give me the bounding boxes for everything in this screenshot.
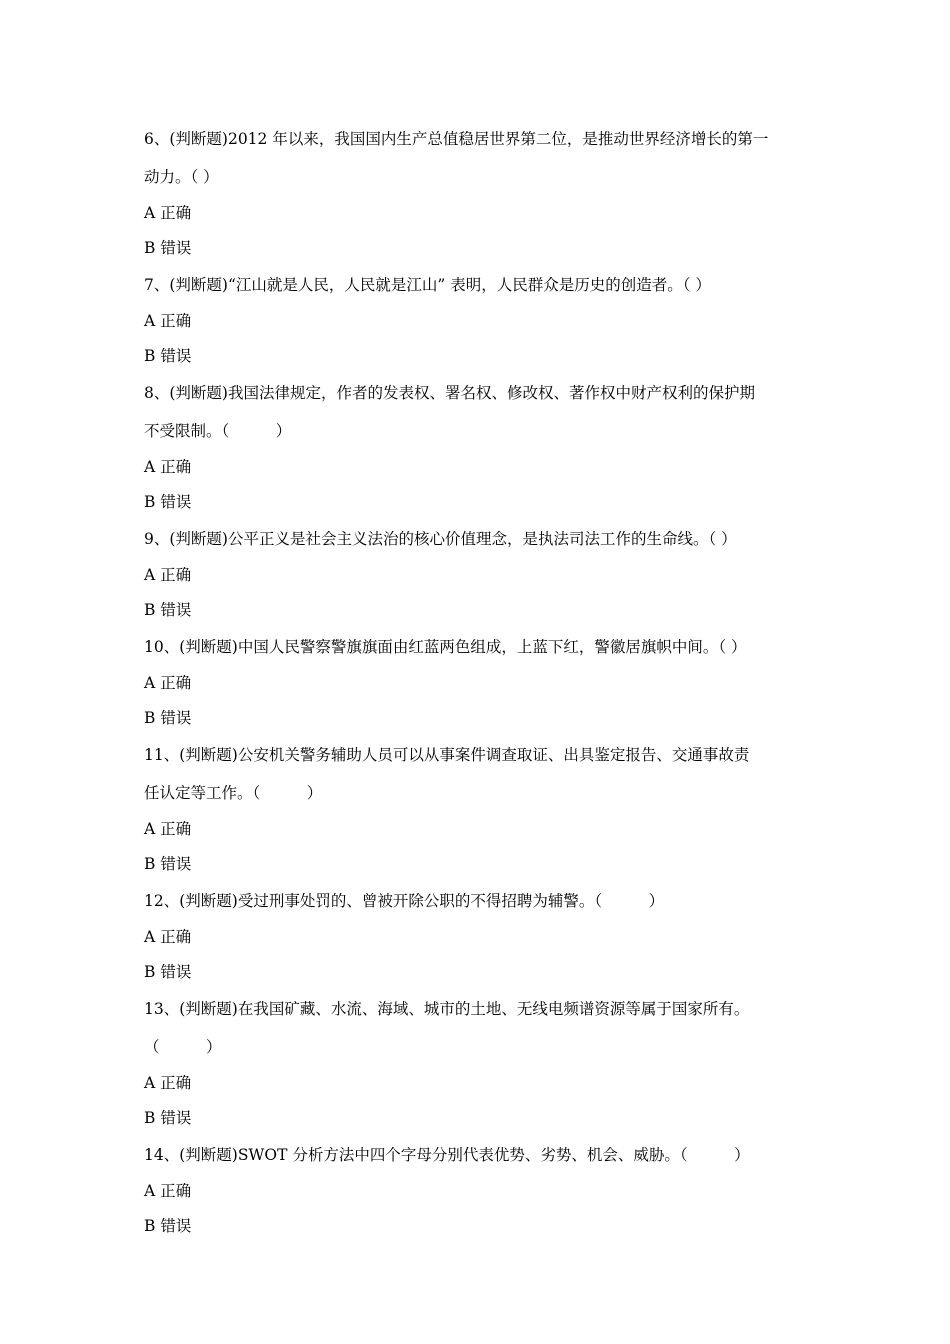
option-a: A 正确 bbox=[144, 820, 192, 838]
option-b: B 错误 bbox=[144, 239, 192, 257]
question-text-line: 11、(判断题)公安机关警务辅助人员可以从事案件调查取证、出具鉴定报告、交通事故责 bbox=[144, 746, 750, 764]
option-b: B 错误 bbox=[144, 709, 192, 727]
question-10 bbox=[144, 628, 809, 736]
option-b: B 错误 bbox=[144, 601, 192, 619]
option-b: B 错误 bbox=[144, 855, 192, 873]
option-a: A 正确 bbox=[144, 674, 192, 692]
option-a: A 正确 bbox=[144, 312, 192, 330]
option-a: A 正确 bbox=[144, 458, 192, 476]
option-b: B 错误 bbox=[144, 1217, 192, 1235]
option-b: B 错误 bbox=[144, 493, 192, 511]
question-text-line: 13、(判断题)在我国矿藏、水流、海域、城市的土地、无线电频谱资源等属于国家所有。 bbox=[144, 1000, 750, 1018]
option-b: B 错误 bbox=[144, 347, 192, 365]
question-list bbox=[144, 120, 809, 1244]
question-text-line: 6、(判断题)2012 年以来，我国国内生产总值稳居世界第二位，是推动世界经济增长的第一 bbox=[144, 130, 769, 148]
option-a: A 正确 bbox=[144, 1182, 192, 1200]
question-14 bbox=[144, 1136, 809, 1244]
question-text-line: 8、(判断题)我国法律规定，作者的发表权、署名权、修改权、著作权中财产权利的保护期 bbox=[144, 384, 755, 402]
question-13 bbox=[144, 990, 809, 1136]
question-text-line: 12、(判断题)受过刑事处罚的、曾被开除公职的不得招聘为辅警。（ ） bbox=[144, 892, 665, 910]
question-6 bbox=[144, 120, 809, 266]
question-text-line: 14、(判断题)SWOT 分析方法中四个字母分别代表优势、劣势、机会、威胁。（ ） bbox=[144, 1146, 750, 1164]
option-a: A 正确 bbox=[144, 1074, 192, 1092]
option-a: A 正确 bbox=[144, 566, 192, 584]
question-text-line: 动力。（ ） bbox=[144, 168, 219, 186]
option-a: A 正确 bbox=[144, 204, 192, 222]
option-a: A 正确 bbox=[144, 928, 192, 946]
question-text-line: 不受限制。（ ） bbox=[144, 422, 292, 440]
option-b: B 错误 bbox=[144, 963, 192, 981]
question-12 bbox=[144, 882, 809, 990]
question-text-line: 10、(判断题)中国人民警察警旗旗面由红蓝两色组成，上蓝下红，警徽居旗帜中间。（ ） bbox=[144, 638, 747, 656]
question-9 bbox=[144, 520, 809, 628]
option-b: B 错误 bbox=[144, 1109, 192, 1127]
question-8 bbox=[144, 374, 809, 520]
question-text-line: 9、(判断题)公平正义是社会主义法治的核心价值理念，是执法司法工作的生命线。（ ） bbox=[144, 530, 737, 548]
question-7 bbox=[144, 266, 809, 374]
question-text-line: 任认定等工作。（ ） bbox=[144, 784, 323, 802]
question-text-line: （ ） bbox=[144, 1038, 222, 1056]
question-text-line: 7、(判断题)“江山就是人民，人民就是江山” 表明，人民群众是历史的创造者。（ ） bbox=[144, 276, 711, 294]
question-11 bbox=[144, 736, 809, 882]
